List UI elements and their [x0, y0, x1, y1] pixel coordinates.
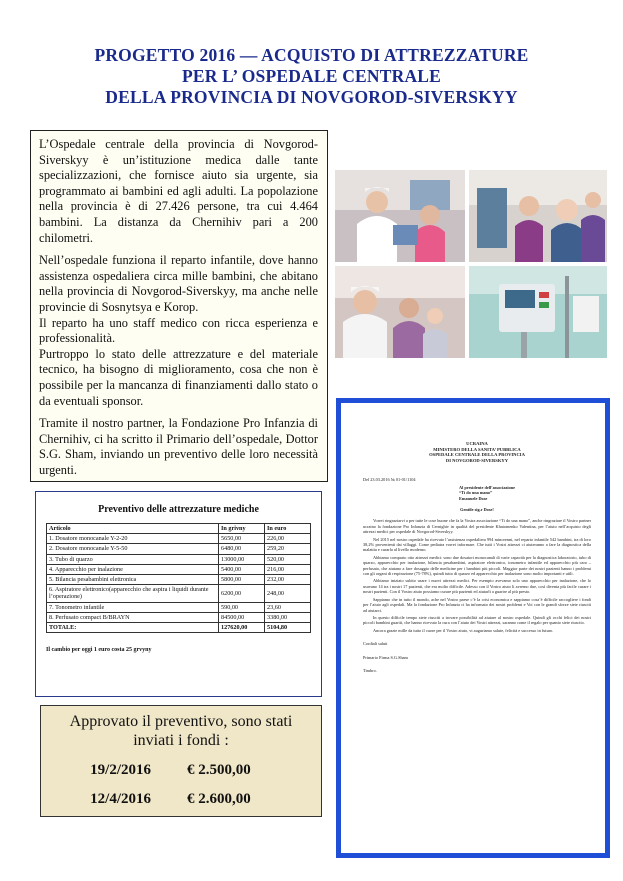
- hospital-photo-collage: [335, 170, 607, 358]
- thank-you-letter: [341, 403, 605, 853]
- letter-paragraph: Nel 2015 nel nostro ospedale ha ricevuto l’assistenza ospedaliera 994 minorenni, nel reparto infantile 542 bambini, tra di loro 38,2% provenienti dai villaggi. Come pediatra vorrei informare. Che tutti i Vostri attrezzi ci aiuteranno a fare la diagnostica della malattia e curarla al livello moderno.: [363, 536, 591, 553]
- letter-addressee-line-1: Al presidente dell’associazione: [459, 484, 516, 490]
- table-row: [47, 544, 311, 554]
- budget-euro: 226,00: [265, 534, 311, 544]
- budget-item: 1. Dosatore monocanale Y-2-20: [47, 534, 219, 544]
- budget-grivny: 6480,00: [219, 544, 265, 554]
- budget-header-grivny: In grivny: [219, 524, 265, 534]
- letter-reference: Del 23.03.2016 № 01-01/1104: [363, 477, 416, 483]
- budget-euro: 3380,00: [265, 612, 311, 622]
- letter-country: UCRAINA: [466, 441, 488, 446]
- budget-item: 2. Dosatore monocanale Y-5-50: [47, 544, 219, 554]
- title-line-2: PER L’ OSPEDALE CENTRALE: [181, 66, 442, 86]
- budget-total-row: [47, 623, 311, 633]
- payment-date: 12/4/2016: [90, 791, 151, 807]
- payment-date: 19/2/2016: [90, 762, 151, 778]
- letter-greeting: Gentile sig.r Dose!: [460, 507, 494, 512]
- budget-euro: 248,00: [265, 585, 311, 602]
- budget-header-row: [47, 524, 311, 534]
- letter-addressee-line-2: “Ti do una mano”: [459, 490, 493, 496]
- table-row: [47, 575, 311, 585]
- approved-text-line-2: inviati i fondi :: [133, 732, 229, 749]
- budget-grivny: 13000,00: [219, 554, 265, 564]
- budget-header-euro: In euro: [265, 524, 311, 534]
- page-title: [0, 45, 623, 108]
- letter-paragraph: In questo difficile tempo siete riusciti a trovare possibilità ad aiutare al nostro ospedale. Quindi gli occhi felici dei nostri piccoli bambini guariti, che hanno ricevuto la cura con l’aiuto dei Vostri attrezzi, saranno come il regalo per quanto siete riuscito.: [363, 614, 591, 626]
- approved-text: [49, 712, 313, 750]
- budget-euro: 216,00: [265, 564, 311, 574]
- photo-nurse-with-mother: [335, 266, 465, 358]
- table-row: [47, 534, 311, 544]
- letter-addressee: [459, 485, 591, 501]
- budget-euro: 520,00: [265, 554, 311, 564]
- budget-grivny: 5800,00: [219, 575, 265, 585]
- photo-doctor-with-baby: [469, 170, 607, 262]
- payment-amount: € 2.500,00: [187, 762, 251, 778]
- exchange-rate-note: Il cambio per oggi 1 euro costa 25 grvyny: [46, 647, 152, 654]
- letter-paragraph: Sappiamo che in tutto il mondo, ache nel Vostro paese c’è la crisi economica e sappiamo cosa’è difficile raccogliere i fondi per l’aiuto agli ospedali. Ma la fondazione Pro Infanzia ci ha informato dei nostri problemi e Voi con le grandi sforze siete riusciti ad aiutarci.: [363, 596, 591, 613]
- budget-item: 5. Bilancia pesabambini elettronica: [47, 575, 219, 585]
- budget-total-euro: 5104,80: [265, 623, 311, 633]
- budget-box: [35, 491, 322, 697]
- intro-paragraph-2: Nell’ospedale funziona il reparto infantile, dove hanno assistenza ospedaliera circa mille bambini, che abitano nella provincia di Novgorod-Siverskyy, ma anche nelle provincie di Sosnytsya e Korop.: [39, 253, 318, 314]
- intro-text-box: [30, 130, 328, 482]
- approved-text-line-1: Approvato il preventivo, sono stati: [69, 713, 293, 730]
- letter-paragraph: Abbiamo iniziato subito usare i nuovi attrezzi medici. Per esempio avevamo solo uno apparecchio per inalazione, che lo usavano 14 tra i nostri 17 pazienti, che era molto difficile. Adesso con il Vostro aiuto li avremo due, così diventa più facile curare i nostri pazienti. Con il Vostro aiuto possiamo curare più pazienti ed aiutarli a guarire al più presto.: [363, 578, 591, 595]
- budget-total-label: TOTALE:: [47, 623, 219, 633]
- budget-item: 4. Apparecchio per inalazione: [47, 564, 219, 574]
- letter-hospital: OSPEDALE CENTRALE DELLA PROVINCIA: [429, 452, 525, 458]
- budget-item: 7. Tonometro infantile: [47, 602, 219, 612]
- intro-paragraph-4: Purtroppo lo stato delle attrezzature e del materiale tecnico, ha bisogno di miglioramento, cosa che non è possibile per la mancanza di finanziamenti dallo stato o da eventuali sponsor.: [39, 346, 318, 408]
- photo-medical-equipment: [469, 266, 607, 358]
- budget-header-item: Articolo: [47, 524, 219, 534]
- letter-paragraph: Vorrei ringraziarvi a per tutte le cose buone che fa la Vostra associazione “Ti do una mano”, anche ringraziare il Vostro partner ucraino la fondazione Pro Infanzia di Cernighiv in qualità del presidente Khatomenko Valentina, per l’aiuto nell’acquisto degli attrezzi medici per ospedale di Novgorod-Siverskyy.: [363, 518, 591, 535]
- budget-total-grivny: 127620,00: [219, 623, 265, 633]
- letter-stamp: Timbro.: [363, 667, 377, 673]
- table-row: [47, 602, 311, 612]
- budget-euro: 259,20: [265, 544, 311, 554]
- letter-regards: Cordiali saluti: [363, 641, 388, 647]
- photo-nurse-with-child: [335, 170, 465, 262]
- budget-title: Preventivo delle attrezzature mediche: [98, 504, 259, 515]
- budget-grivny: 5650,00: [219, 534, 265, 544]
- budget-grivny: 590,00: [219, 602, 265, 612]
- budget-euro: 232,00: [265, 575, 311, 585]
- budget-grivny: 6200,00: [219, 585, 265, 602]
- budget-grivny: 84500,00: [219, 612, 265, 622]
- letter-signature: Primario Firma S.G.Sham: [363, 654, 408, 660]
- title-line-1: PROGETTO 2016 — ACQUISTO DI ATTREZZATURE: [94, 45, 529, 65]
- letter-ministry: MINISTERO DELLA SANITA’ PUBBLICA: [433, 446, 521, 452]
- payment-row: [49, 791, 313, 808]
- budget-table: [46, 523, 311, 633]
- budget-grivny: 5400,00: [219, 564, 265, 574]
- letter-paragraph: Abbiamo comprato otto attrezzi medici: sono due dosatori monocanali di varie capacità per la diagnostica laboratorio, tubo di quarzo, apparecchio per inalazione, bilancia pesabambini, aspiratore elettronico, tonometro infantile ed apparecchio più caro – perfusato, che aiutano a fare dosaggio delle medicine per i bambini più piccoli. Maggior parte dei nostri pazienti hanno i problemi con gli organi di respirazione (75-78%), quindi tutto di quarzo ed apparecchio per inalazione sono molto importanti e utili.: [363, 554, 591, 577]
- title-line-3: DELLA PROVINCIA DI NOVGOROD-SIVERSKYY: [105, 87, 518, 107]
- payment-row: [49, 762, 313, 779]
- table-row: [47, 612, 311, 622]
- letter-frame: [336, 398, 610, 858]
- table-row: [47, 564, 311, 574]
- table-row: [47, 554, 311, 564]
- intro-paragraph-3: Il reparto ha uno staff medico con ricca esperienza e professionalità.: [39, 315, 318, 346]
- budget-euro: 23,60: [265, 602, 311, 612]
- budget-item: 6. Aspiratore elettronico(apparecchio che aspira i liquidi durante l’operazione): [47, 585, 219, 602]
- intro-paragraph-1: L’Ospedale centrale della provincia di Novgorod-Siverskyy è un’istituzione medica dalle tante specializzazioni, che fornisce aiuto sia urgente, sia programmato ai bambini ed agli adulti. La popolazione nella provincia è di 27.426 persone, tra cui 4.464 bambini. La distanza da Chernihiv pari a 200 chilometri.: [39, 137, 318, 245]
- letter-city: DI NOVGOROD-SIVERSKYY: [445, 457, 509, 463]
- budget-item: 8. Perfusato compact B/BRAYN: [47, 612, 219, 622]
- letter-heading: [363, 441, 591, 463]
- letter-paragraph: Ancora grazie mille da tutto il cuore per il Vostro aiuto, vi auguriamo salute, felicità e successo in futuro.: [373, 627, 554, 633]
- letter-addressee-line-3: Emanuele Dose: [459, 495, 488, 501]
- table-row: [47, 585, 311, 602]
- payment-amount: € 2.600,00: [187, 791, 251, 807]
- intro-paragraph-5: Tramite il nostro partner, la Fondazione Pro Infanzia di Chernihiv, ci ha scritto il Primario dell’ospedale, Dottor S.G. Sham, inviando un preventivo delle loro necessità urgenti.: [39, 416, 318, 477]
- approved-funds-box: [40, 705, 322, 817]
- budget-item: 3. Tubo di quarzo: [47, 554, 219, 564]
